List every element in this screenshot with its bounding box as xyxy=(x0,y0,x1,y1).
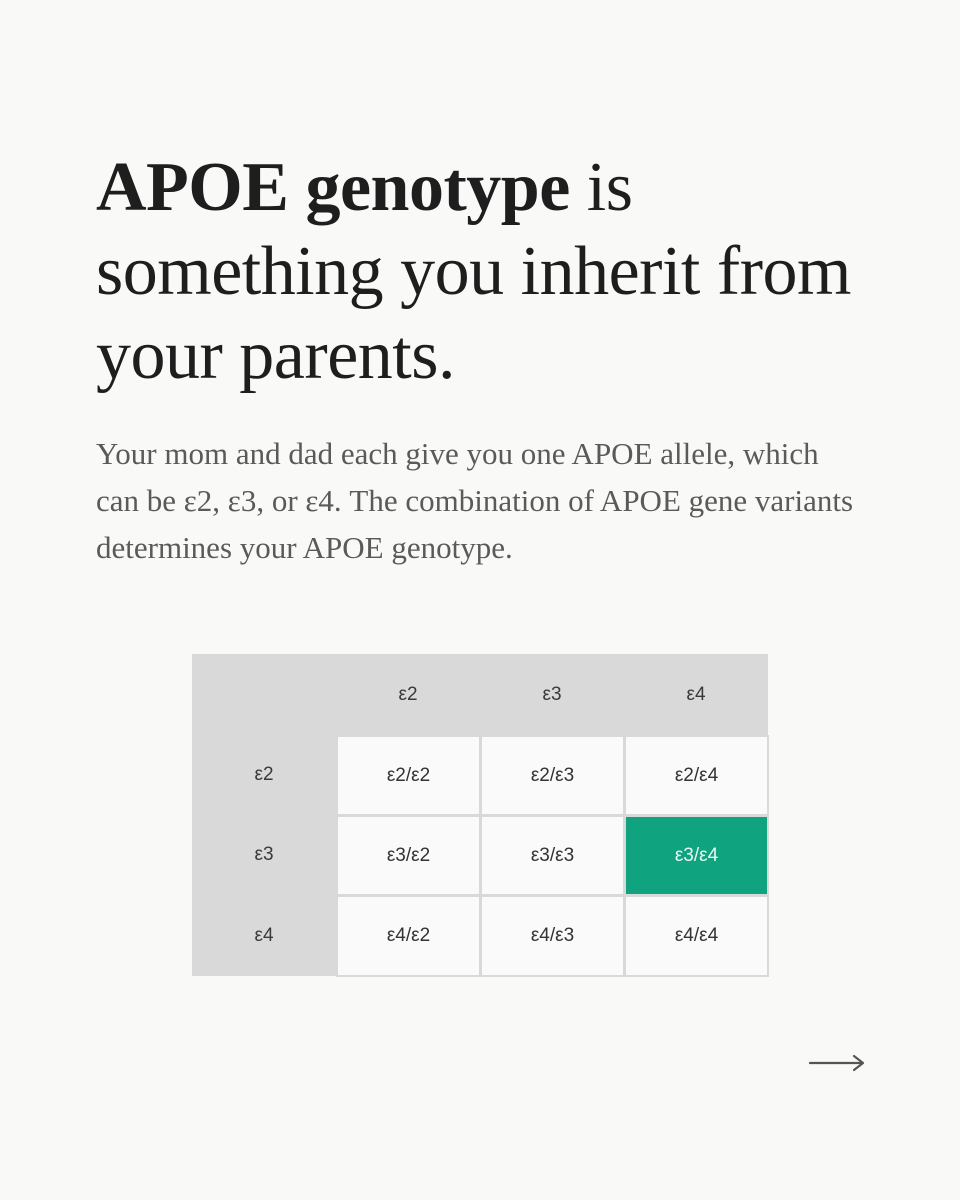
genotype-cell: ε4/ε3 xyxy=(480,895,625,977)
genotype-cell: ε2/ε2 xyxy=(336,735,481,816)
genotype-grid xyxy=(192,654,768,976)
genotype-cell: ε3/ε2 xyxy=(336,815,481,896)
arrow-right-icon[interactable] xyxy=(808,1052,866,1074)
body-text: Your mom and dad each give you one APOE allele, which can be ε2, ε3, or ε4. The combination of APOE gene variants determines your APOE genotype. xyxy=(96,436,854,565)
genotype-cell: ε4/ε2 xyxy=(336,895,481,977)
genotype-cell-highlighted: ε3/ε4 xyxy=(624,815,769,896)
genotype-cell: ε2/ε4 xyxy=(624,735,769,816)
genotype-cell: ε3/ε3 xyxy=(480,815,625,896)
genotype-cell: ε4/ε4 xyxy=(624,895,769,977)
row-header: ε3 xyxy=(192,815,336,895)
column-header: ε4 xyxy=(624,654,768,735)
grid-corner xyxy=(192,654,336,735)
column-header: ε2 xyxy=(336,654,480,735)
headline-rest: is something you inherit from your parents. xyxy=(96,149,851,394)
headline-bold: APOE genotype xyxy=(96,149,570,226)
headline xyxy=(96,146,896,398)
genotype-cell: ε2/ε3 xyxy=(480,735,625,816)
column-header: ε3 xyxy=(480,654,624,735)
row-header: ε4 xyxy=(192,895,336,976)
row-header: ε2 xyxy=(192,735,336,815)
